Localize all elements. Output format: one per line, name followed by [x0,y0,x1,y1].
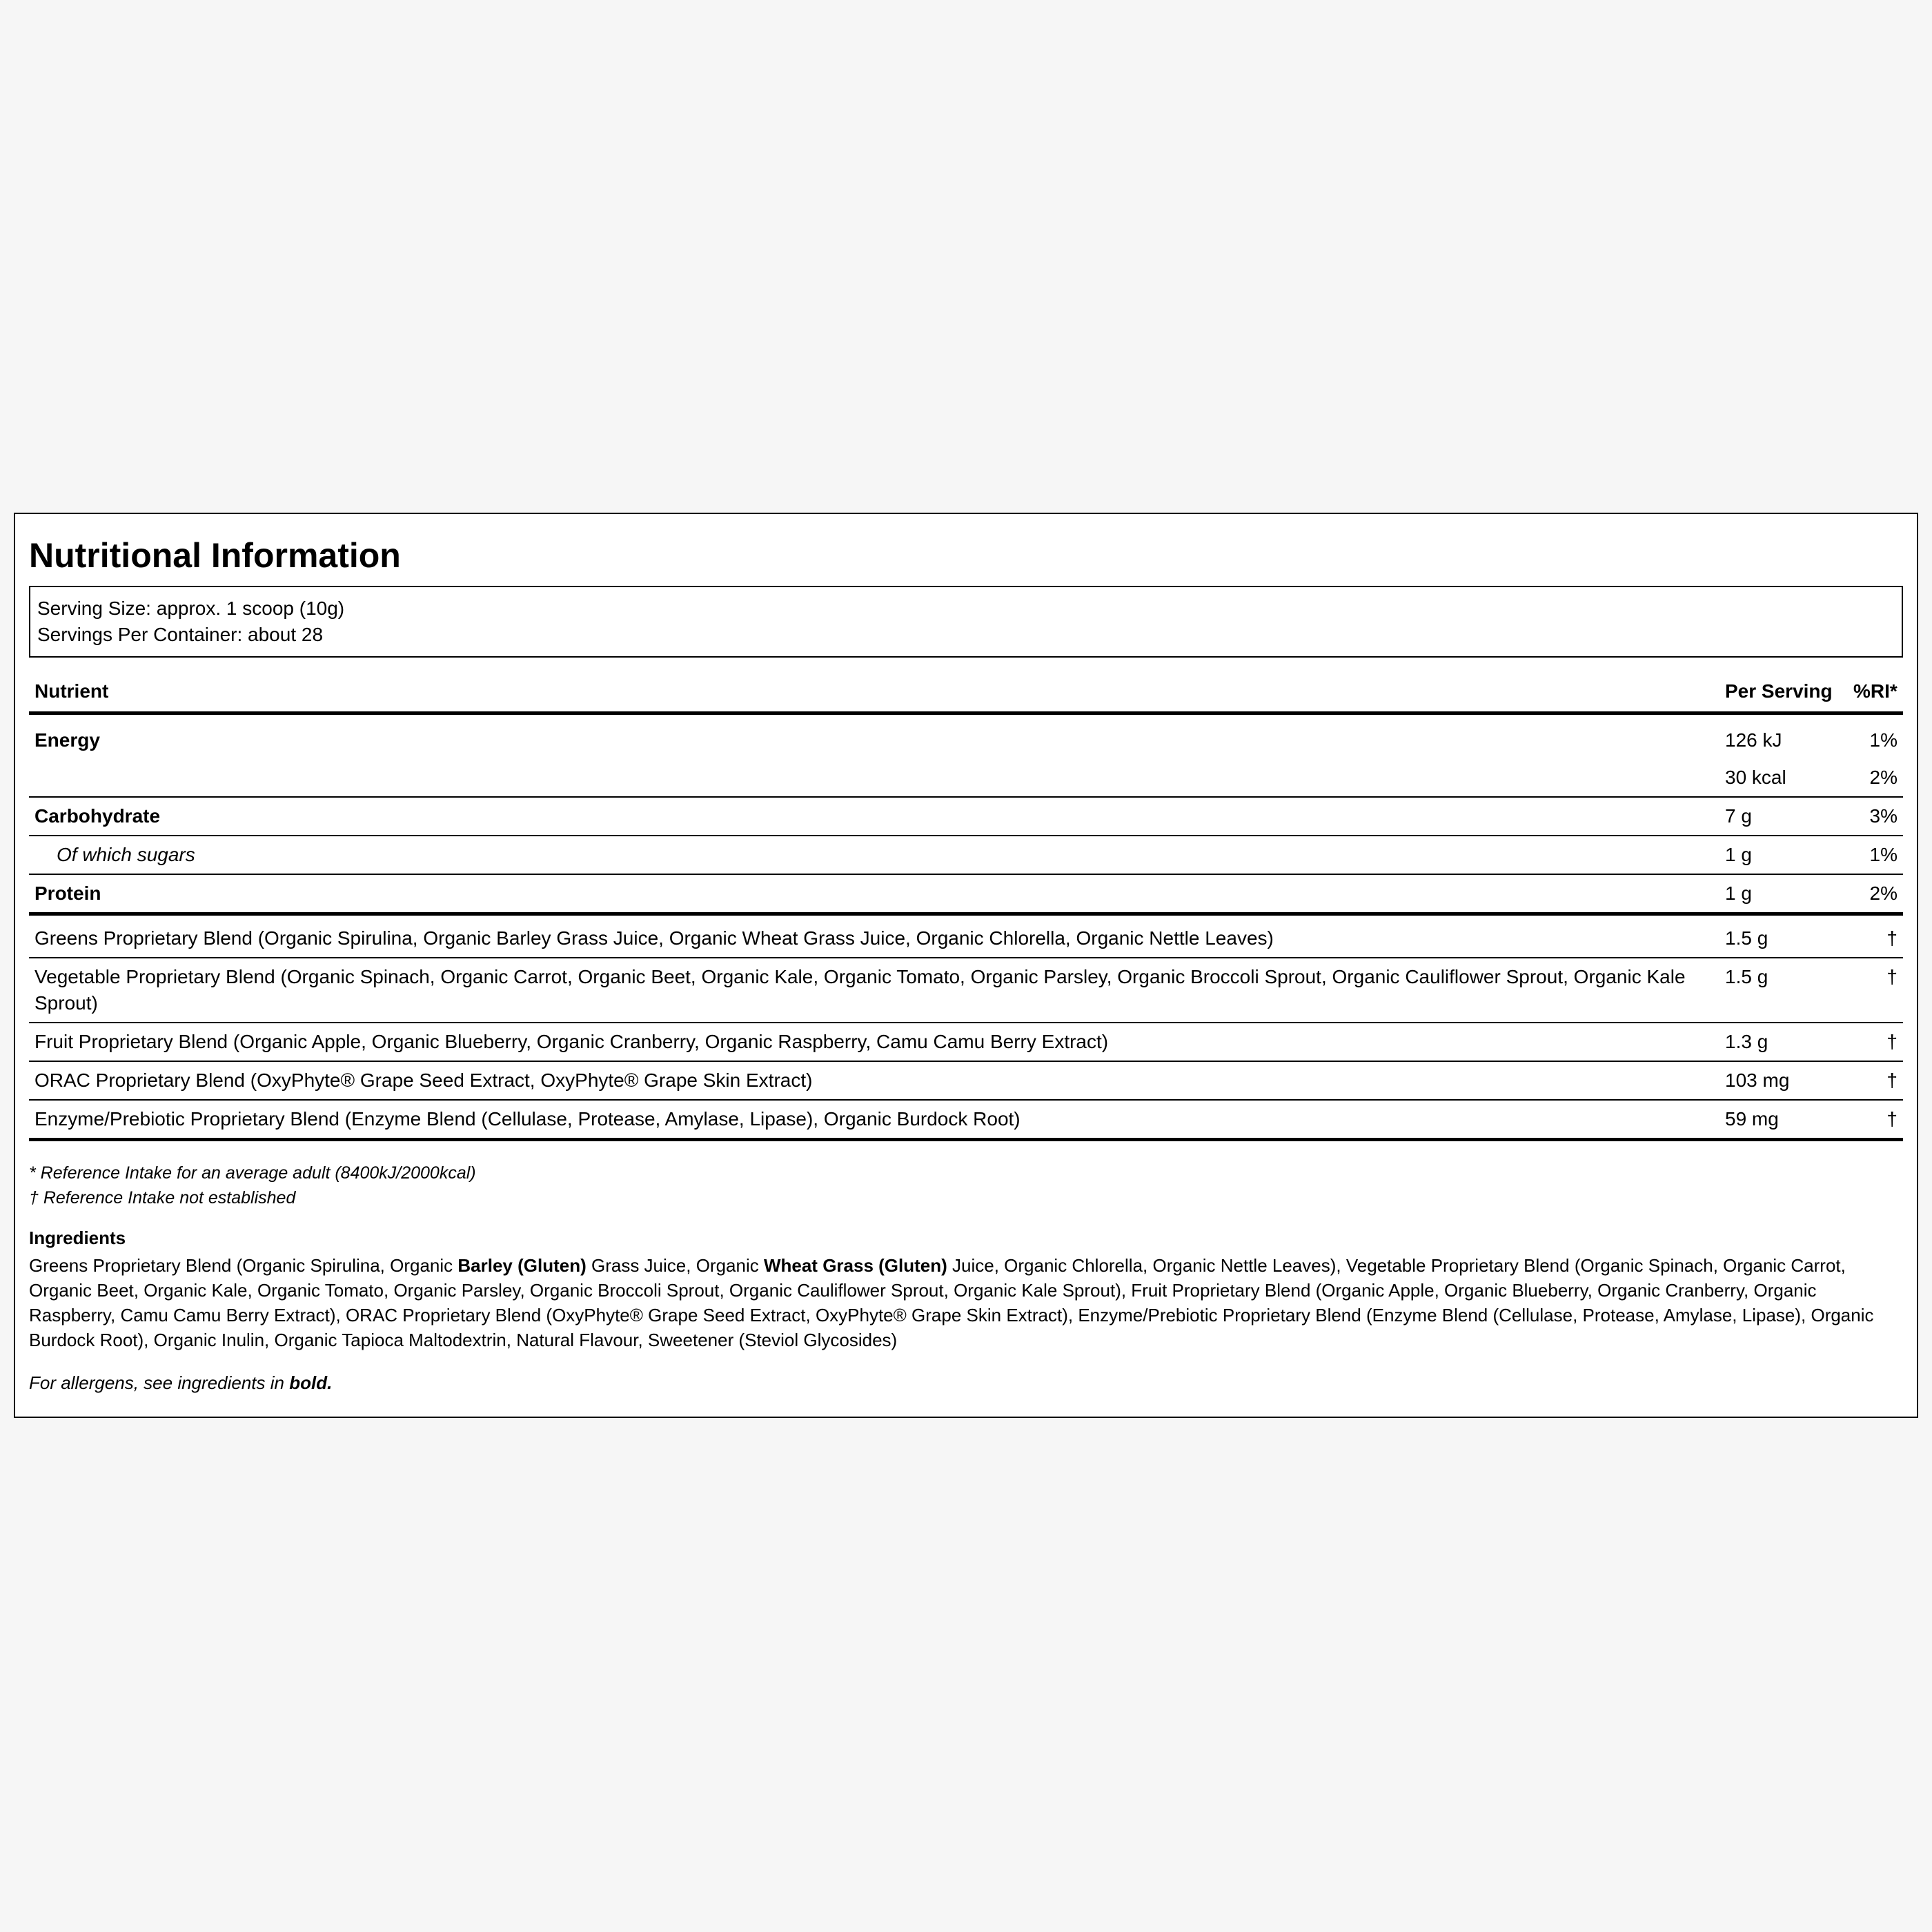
table-row [29,713,1903,760]
nutrient-value: 1.5 g [1719,958,1848,1023]
nutrient-ri: † [1848,1023,1903,1061]
nutrient-name: Enzyme/Prebiotic Proprietary Blend (Enzyme Blend (Cellulase, Protease, Amylase, Lipase), Organic Burdock Root) [29,1100,1719,1140]
header-per-serving: Per Serving [1719,671,1848,713]
nutrient-value: 7 g [1719,797,1848,836]
nutrient-value: 1.5 g [1719,914,1848,958]
nutrition-panel [14,513,1918,1418]
serving-info-box [29,586,1903,658]
table-row [29,958,1903,1023]
allergen-note-bold: bold. [289,1372,333,1393]
table-row [29,1061,1903,1100]
ingredients-text [29,1253,1903,1352]
nutrient-ri: 1% [1848,836,1903,874]
nutrient-ri: † [1848,958,1903,1023]
allergen-note [29,1370,1903,1395]
nutrient-ri: † [1848,914,1903,958]
table-row [29,759,1903,797]
nutrient-name: Vegetable Proprietary Blend (Organic Spinach, Organic Carrot, Organic Beet, Organic Kale, Organic Tomato, Organic Parsley, Organic Broccoli Sprout, Organic Cauliflower Sprout, Organic Kale Sprout) [29,958,1719,1023]
servings-per-container: Servings Per Container: about 28 [37,624,324,645]
table-header-row [29,671,1903,713]
table-row [29,914,1903,958]
nutrient-value: 30 kcal [1725,767,1786,788]
allergen-text: Wheat Grass (Gluten) [763,1255,947,1276]
nutrient-ri: 1% [1869,729,1897,751]
header-nutrient: Nutrient [29,671,1719,713]
nutrient-value: 1 g [1719,874,1848,914]
footnote-ri: * Reference Intake for an average adult (8400kJ/2000kcal) [29,1163,476,1183]
ingredients-part: Greens Proprietary Blend (Organic Spirulina, Organic [29,1255,458,1276]
footnote-dagger: † Reference Intake not established [29,1188,296,1208]
nutrition-table [29,671,1903,1141]
footnotes [29,1161,1903,1210]
nutrient-ri: 2% [1848,874,1903,914]
table-row [29,874,1903,914]
nutrient-ri: 2% [1869,767,1897,788]
allergen-text: Barley (Gluten) [457,1255,586,1276]
nutrient-value: 1 g [1719,836,1848,874]
nutrient-name: Energy [34,729,100,751]
nutrient-value: 126 kJ [1725,729,1782,751]
nutrient-ri: 3% [1848,797,1903,836]
page-title: Nutritional Information [29,536,401,575]
nutrient-ri: † [1848,1100,1903,1140]
nutrient-value: 59 mg [1719,1100,1848,1140]
nutrient-ri: † [1848,1061,1903,1100]
nutrient-name: Greens Proprietary Blend (Organic Spirulina, Organic Barley Grass Juice, Organic Wheat Grass Juice, Organic Chlorella, Organic Nettle Leaves) [29,914,1719,958]
header-ri: %RI* [1848,671,1903,713]
table-row [29,1023,1903,1061]
table-row [29,836,1903,874]
nutrient-value: 103 mg [1719,1061,1848,1100]
serving-size: Serving Size: approx. 1 scoop (10g) [37,598,345,619]
table-row [29,1100,1903,1140]
nutrient-name: ORAC Proprietary Blend (OxyPhyte® Grape Seed Extract, OxyPhyte® Grape Skin Extract) [29,1061,1719,1100]
nutrient-name: Of which sugars [29,836,1719,874]
allergen-note-text: For allergens, see ingredients in [29,1372,290,1393]
table-row [29,797,1903,836]
nutrient-value: 1.3 g [1719,1023,1848,1061]
nutrient-name [29,759,1719,797]
nutrient-name: Carbohydrate [29,797,1719,836]
ingredients-part: Juice, Organic Chlorella, Organic Nettle Leaves), Vegetable Proprietary Blend (Organic Spinach, Organic Carrot, Organic Beet, Organic Kale, Organic Tomato, Organic Parsley, Organic Broccoli Sprout, Organic Cauliflower Sprout, Organic Kale Sprout), Fruit Proprietary Blend (Organic Apple, Organic Blueberry, Organic Cranberry, Organic Raspberry, Camu Camu Berry Extract), ORAC Proprietary Blend (OxyPhyte® Grape Seed Extract, OxyPhyte® Grape Skin Extract), Enzyme/Prebiotic Proprietary Blend (Enzyme Blend (Cellulase, Protease, Amylase, Lipase), Organic Burdock Root), Organic Inulin, Organic Tapioca Maltodextrin, Natural Flavour, Sweetener (Steviol Glycosides) [29,1255,1874,1350]
nutrient-name: Protein [29,874,1719,914]
ingredients-title: Ingredients [29,1228,126,1248]
ingredients-part: Grass Juice, Organic [586,1255,764,1276]
nutrient-name: Fruit Proprietary Blend (Organic Apple, Organic Blueberry, Organic Cranberry, Organic Raspberry, Camu Camu Berry Extract) [29,1023,1719,1061]
